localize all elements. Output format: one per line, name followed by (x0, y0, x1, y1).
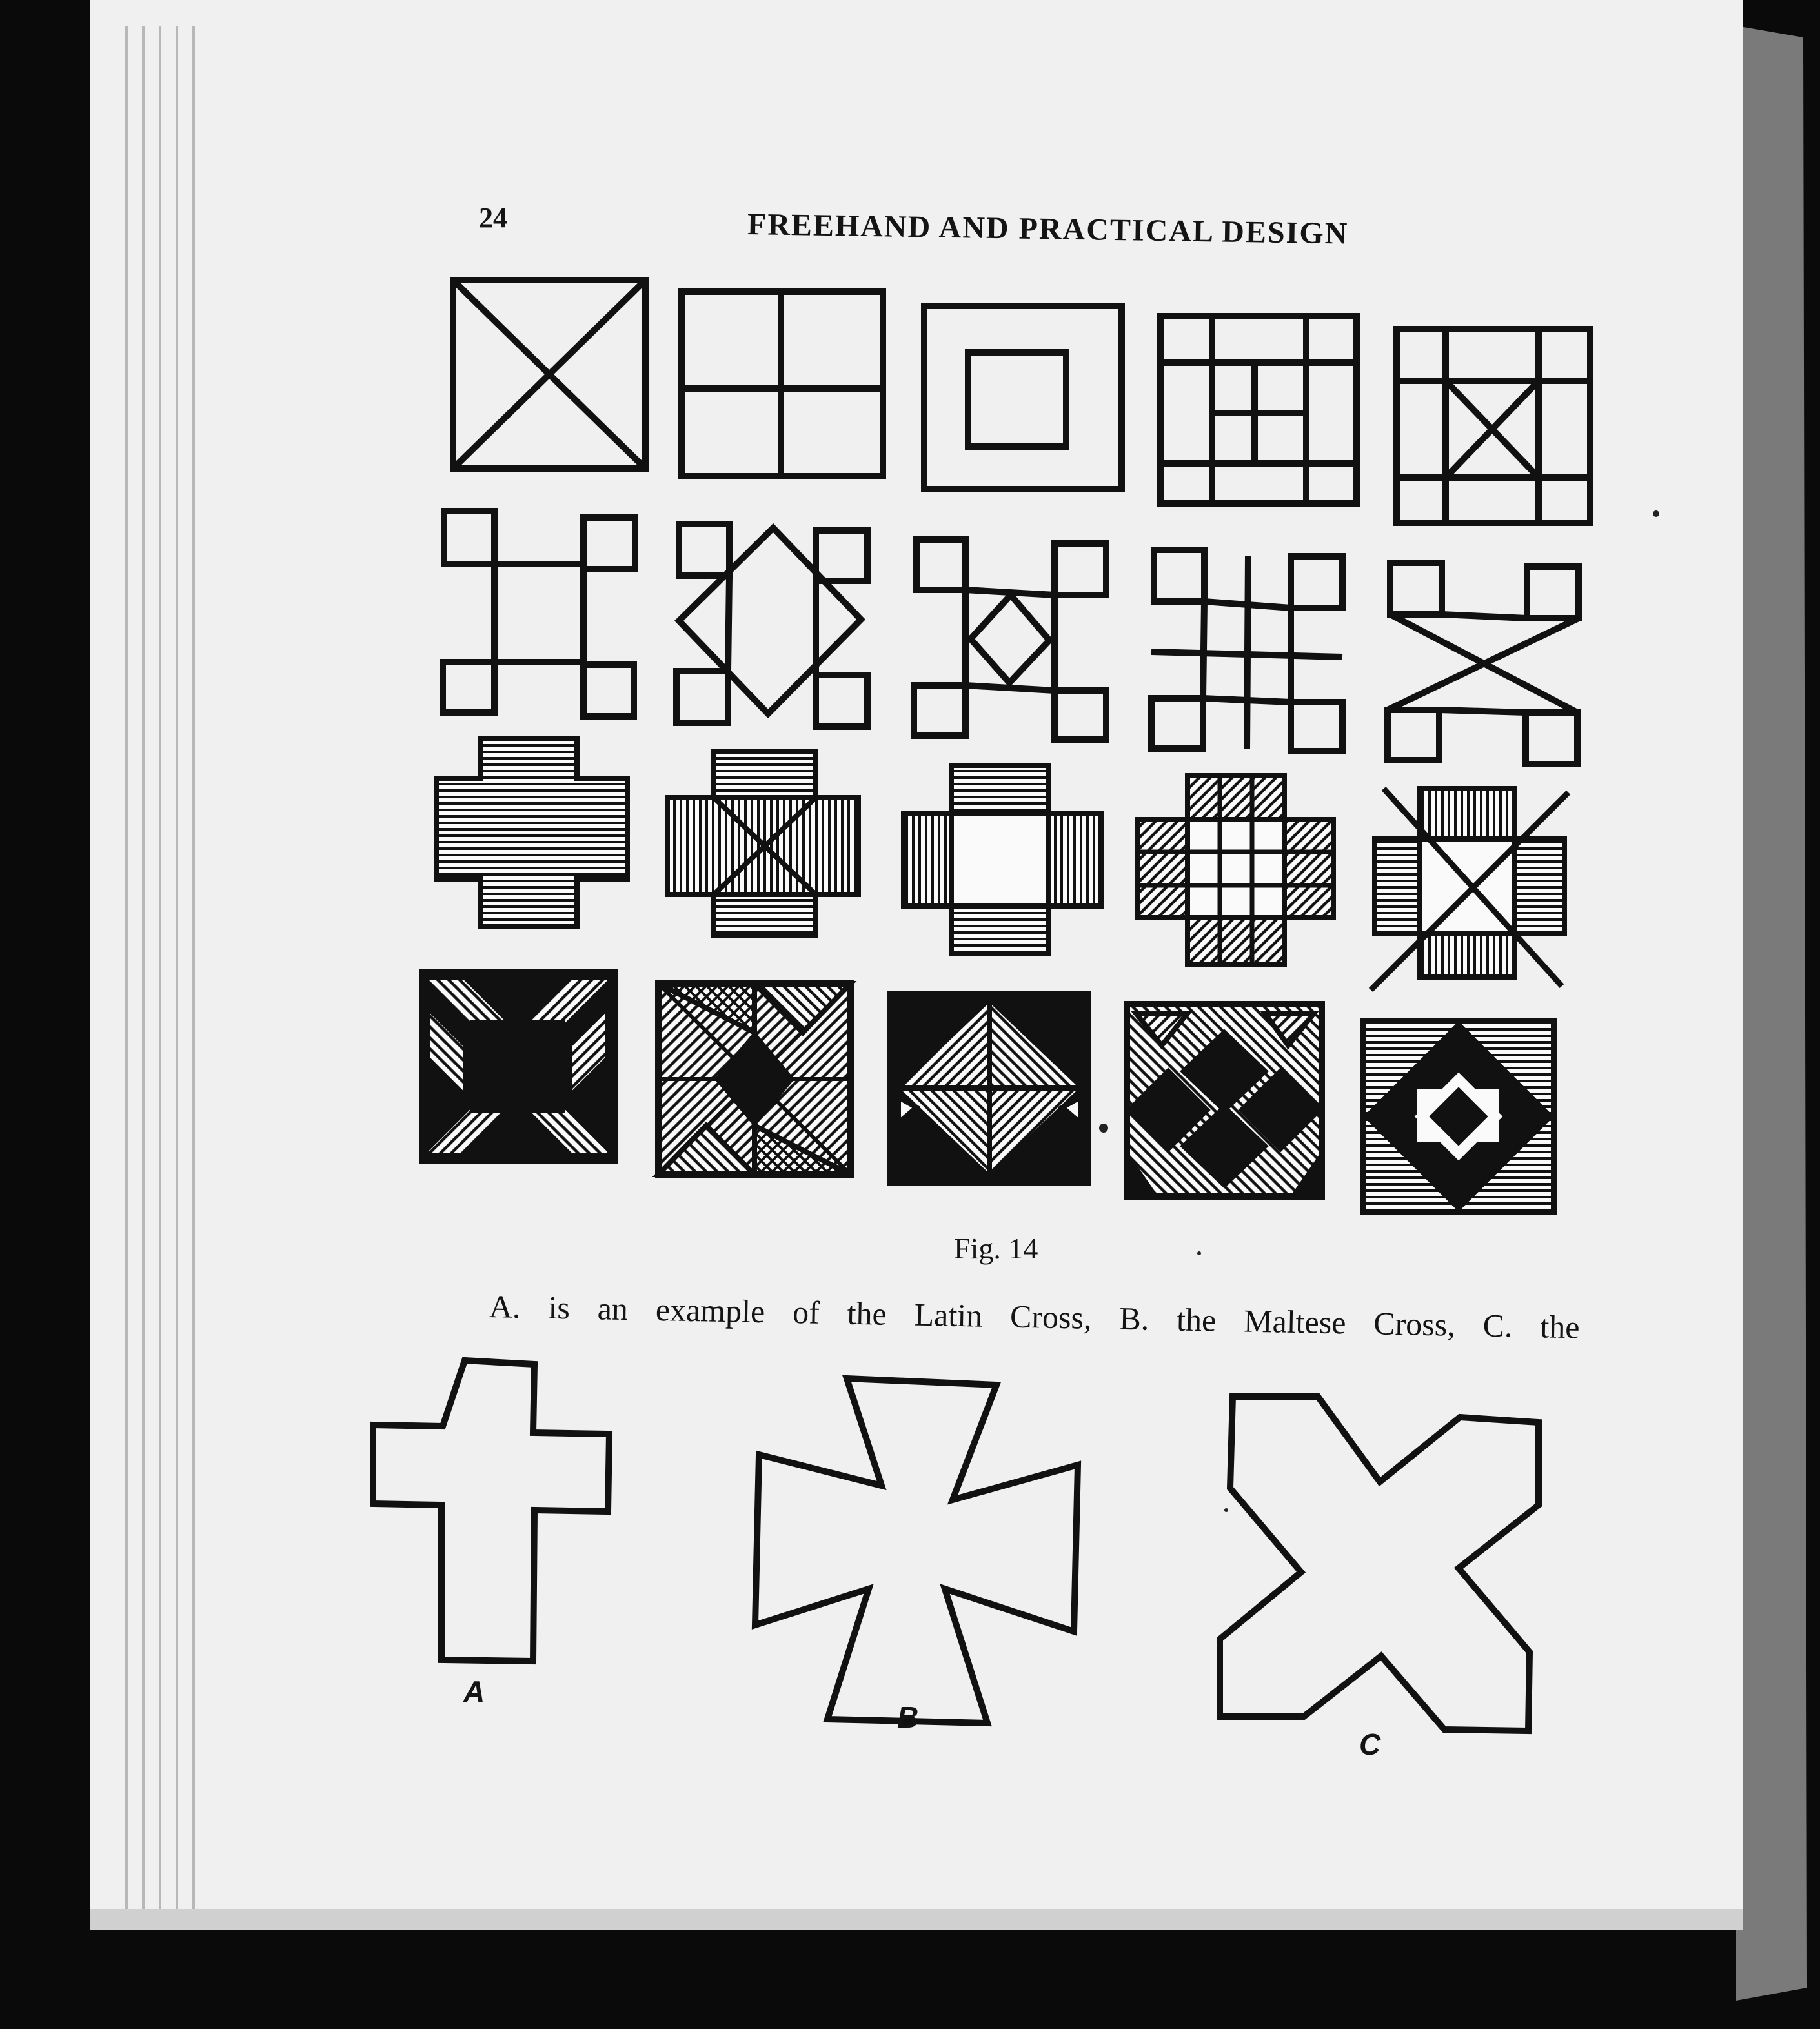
cross-label-b: B (897, 1701, 919, 1734)
running-head: FREEHAND AND PRACTICAL DESIGN (747, 207, 1349, 251)
body-word: B. (1118, 1300, 1149, 1337)
body-word: Cross, (1373, 1305, 1456, 1343)
figure-caption: Fig. 14 (954, 1232, 1038, 1265)
body-word: the (1539, 1308, 1581, 1346)
body-word: A. (489, 1288, 521, 1325)
cross-label-a: A (463, 1675, 485, 1708)
body-word: example (655, 1291, 765, 1330)
body-word: the (847, 1295, 887, 1332)
body-word: of (792, 1294, 820, 1331)
body-word: is (547, 1289, 571, 1326)
body-word: C. (1482, 1307, 1513, 1344)
body-word: Maltese (1243, 1302, 1346, 1341)
cross-label-c: C (1359, 1728, 1381, 1761)
body-word: an (597, 1290, 629, 1327)
body-word: the (1176, 1301, 1217, 1338)
body-word: Cross, (1009, 1298, 1093, 1336)
page-number: 24 (479, 202, 507, 234)
body-word: Latin (914, 1296, 983, 1334)
